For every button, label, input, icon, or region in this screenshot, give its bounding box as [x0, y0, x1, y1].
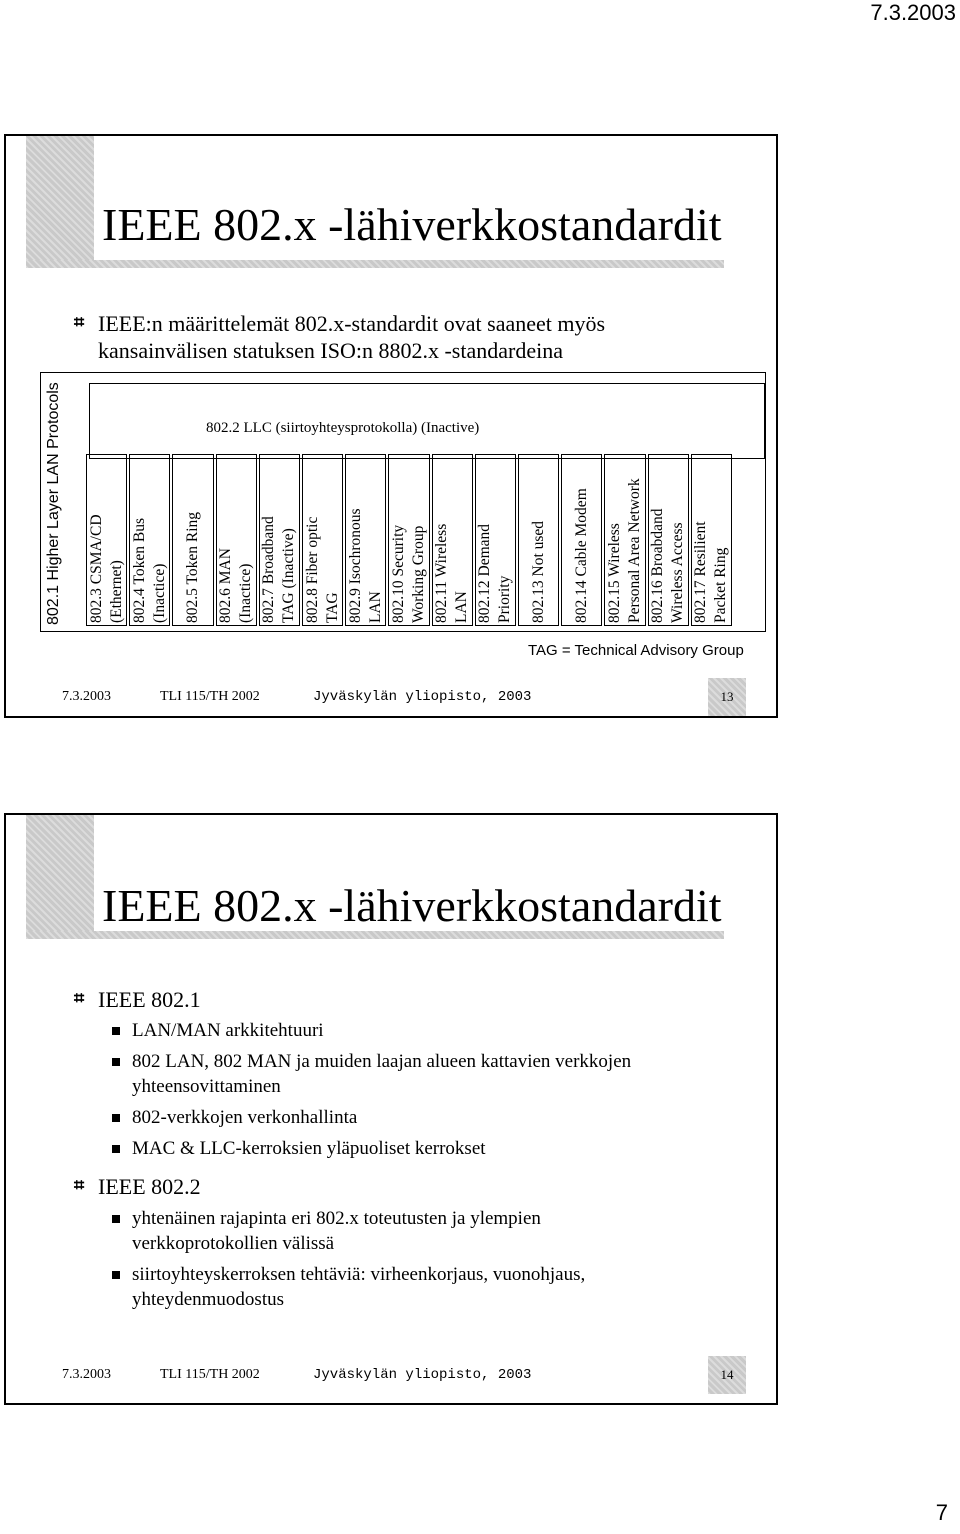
list-item-continued: yhteydenmuodostus — [132, 1289, 284, 1310]
slide-number — [708, 1356, 746, 1394]
title-decoration — [26, 136, 94, 260]
standard-cell — [259, 454, 300, 626]
standard-label-line: TAG — [323, 592, 341, 623]
section-heading: IEEE 802.2 — [98, 1174, 201, 1199]
title-decoration — [26, 815, 94, 931]
standard-cell — [432, 454, 473, 626]
standard-cell — [518, 454, 559, 626]
square-bullet-icon — [112, 1271, 120, 1279]
standard-label-line: 802.3 CSMA/CD — [87, 514, 105, 623]
standard-cell — [648, 454, 689, 626]
standard-label — [87, 514, 127, 623]
standard-label-line: Priority — [496, 575, 514, 623]
standard-cell — [388, 454, 429, 626]
footer-date: 7.3.2003 — [62, 1367, 111, 1382]
standard-cell — [216, 454, 257, 626]
standard-label — [216, 548, 256, 623]
standard-cell — [302, 454, 343, 626]
list-item-continued: yhteensovittaminen — [132, 1076, 281, 1097]
list-item: siirtoyhteyskerroksen tehtäviä: virheenkorjaus, vuonohjaus, — [132, 1264, 586, 1285]
square-bullet-icon — [112, 1114, 120, 1122]
standard-label-line: 802.4 Token Bus — [130, 518, 148, 623]
standard-label — [303, 517, 343, 623]
standard-label — [529, 521, 549, 623]
bullet-line: IEEE:n määrittelemät 802.x-standardit ovat saaneet myös — [98, 311, 606, 336]
standard-label-line: 802.6 MAN — [217, 548, 235, 623]
llc-label: 802.2 LLC (siirtoyhteysprotokolla) (Inactive) — [206, 420, 480, 436]
standard-label-line: 802.7 Broadband — [260, 516, 278, 623]
section-heading: IEEE 802.1 — [98, 987, 201, 1012]
standard-label-line: 802.5 Token Ring — [183, 511, 201, 623]
footer-course: TLI 115/TH 2002 — [160, 1367, 260, 1382]
standard-label-line: 802.12 Demand — [476, 523, 494, 623]
list-item-continued: verkkoprotokollien välissä — [132, 1233, 335, 1254]
standard-cell — [604, 454, 645, 626]
higher-layer-label: 802.1 Higher Layer LAN Protocols — [45, 382, 62, 625]
footer-date: 7.3.2003 — [62, 689, 111, 704]
standard-label — [605, 478, 645, 623]
page-date: 7.3.2003 — [870, 0, 956, 25]
square-bullet-icon — [112, 1027, 120, 1035]
title-rule — [26, 931, 724, 939]
standard-label-line: Personal Area Network — [625, 478, 643, 623]
standard-label — [389, 525, 429, 623]
standard-label-line: (Ethernet) — [107, 560, 125, 623]
standard-label — [346, 508, 386, 623]
slide-title: IEEE 802.x -lähiverkkostandardit — [102, 880, 722, 931]
square-bullet-icon — [112, 1215, 120, 1223]
standard-label — [130, 518, 170, 623]
standard-label-line: 802.8 Fiber optic — [303, 516, 321, 623]
standard-label-line: (Inactice) — [237, 563, 255, 623]
standard-label — [259, 516, 299, 623]
standard-label-line: Wireless Access — [669, 522, 687, 623]
standard-label — [648, 508, 688, 623]
standard-cell — [129, 454, 170, 626]
standard-cell — [86, 454, 127, 626]
bullet-line: kansainvälisen statuksen ISO:n 8802.x -standardeina — [98, 338, 563, 363]
standard-cell — [172, 454, 213, 626]
list-item: 802 LAN, 802 MAN ja muiden laajan alueen kattavien verkkojen — [132, 1051, 632, 1072]
standard-label-line: Working Group — [409, 525, 427, 623]
standard-cell — [691, 454, 732, 626]
page-number: 7 — [935, 1500, 948, 1525]
list-item: LAN/MAN arkkitehtuuri — [132, 1020, 324, 1041]
standard-label — [572, 488, 592, 623]
standard-cell — [561, 454, 602, 626]
standard-label-line: 802.9 Isochronous — [346, 508, 364, 623]
title-rule — [26, 260, 724, 268]
hash-bullet-icon: ⌗ — [74, 1175, 85, 1196]
list-item: yhtenäinen rajapinta eri 802.x toteutusten ja ylempien — [132, 1208, 541, 1229]
footer-course: TLI 115/TH 2002 — [160, 689, 260, 704]
standard-label-line: LAN — [366, 591, 384, 623]
standard-label-line: 802.11 Wireless — [433, 523, 451, 623]
standard-label — [183, 512, 203, 623]
slide-number — [708, 678, 746, 716]
standard-label — [475, 524, 515, 623]
standard-label-line: 802.16 Broabdand — [649, 508, 667, 623]
slide-number-label: 14 — [720, 1367, 734, 1382]
hash-bullet-icon: ⌗ — [74, 988, 85, 1009]
llc-box — [89, 383, 765, 459]
slide-number-label: 13 — [720, 689, 734, 704]
standard-label — [432, 524, 472, 623]
list-item: 802-verkkojen verkonhallinta — [132, 1107, 358, 1128]
footer-university: Jyväskylän yliopisto, 2003 — [313, 689, 532, 705]
list-item: MAC & LLC-kerroksien yläpuoliset kerrokset — [132, 1138, 486, 1159]
standard-label-line: 802.10 Security — [389, 524, 407, 623]
standard-label-line: LAN — [453, 591, 471, 623]
tag-note: TAG = Technical Advisory Group — [528, 642, 744, 659]
standard-label-line: TAG (Inactive) — [280, 528, 298, 623]
slide-13 — [4, 134, 778, 718]
standard-label-line: (Inactice) — [150, 563, 168, 623]
slide-14 — [4, 813, 778, 1405]
standard-label-line: 802.17 Resilient — [692, 521, 710, 623]
standard-label-line: 802.13 Not used — [529, 520, 547, 623]
square-bullet-icon — [112, 1145, 120, 1153]
hash-bullet-icon: ⌗ — [74, 312, 85, 333]
standard-cell — [345, 454, 386, 626]
footer-university: Jyväskylän yliopisto, 2003 — [313, 1367, 532, 1383]
standard-label-line: Packet Ring — [712, 547, 730, 623]
square-bullet-icon — [112, 1058, 120, 1066]
standard-label-line: 802.14 Cable Modem — [572, 488, 590, 623]
standard-label — [691, 521, 731, 623]
standard-cell — [475, 454, 516, 626]
slide-title: IEEE 802.x -lähiverkkostandardit — [102, 199, 722, 250]
standard-label-line: 802.15 Wireless — [605, 523, 623, 623]
